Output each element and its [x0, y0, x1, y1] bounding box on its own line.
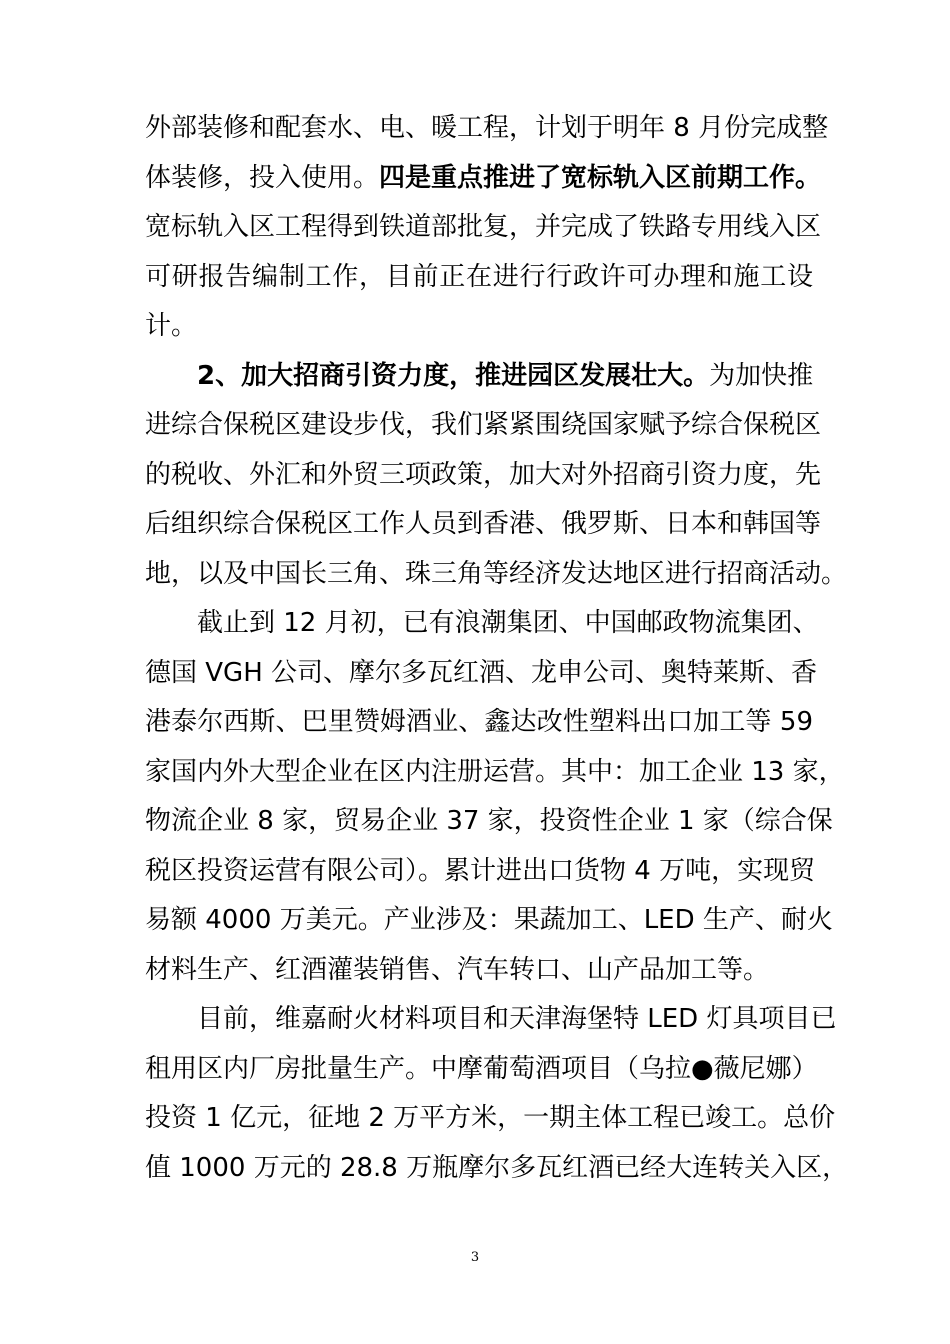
text-line: 进综合保税区建设步伐，我们紧紧围绕国家赋予综合保税区 — [145, 410, 822, 440]
bold-heading: 四是重点推进了宽标轨入区前期工作。 — [379, 162, 822, 193]
text-line: 值 1000 万元的 28.8 万瓶摩尔多瓦红酒已经大连转关入区， — [145, 1152, 849, 1183]
section-heading: 2、加大招商引资力度，推进园区发展壮大。 — [197, 360, 710, 391]
text-line: 易额 4000 万美元。产业涉及：果蔬加工、LED 生产、耐火 — [145, 905, 833, 935]
text-line: 后组织综合保税区工作人员到香港、俄罗斯、日本和韩国等 — [145, 509, 822, 539]
text-line: 投资 1 亿元，征地 2 万平方米，一期主体工程已竣工。总价 — [145, 1103, 836, 1133]
text-line: 计。 — [145, 311, 198, 341]
page-number: 3 — [470, 1250, 480, 1265]
text-line: 材料生产、红酒灌装销售、汽车转口、山产品加工等。 — [145, 954, 770, 985]
text-line: 2、加大招商引资力度，推进园区发展壮大。为加快推 — [197, 360, 814, 391]
text-line: 港泰尔西斯、巴里赞姆酒业、鑫达改性塑料出口加工等 59 — [145, 707, 813, 737]
text-line: 截止到 12 月初，已有浪潮集团、中国邮政物流集团、 — [197, 608, 819, 638]
text-line: 宽标轨入区工程得到铁道部批复，并完成了铁路专用线入区 — [145, 212, 822, 242]
text-line: 体装修，投入使用。四是重点推进了宽标轨入区前期工作。 — [145, 162, 822, 193]
text-line: 税区投资运营有限公司）。累计进出口货物 4 万吨，实现贸 — [145, 855, 816, 886]
text-line: 地，以及中国长三角、珠三角等经济发达地区进行招商活动。 — [145, 558, 848, 589]
text-line: 物流企业 8 家，贸易企业 37 家，投资性企业 1 家（综合保 — [145, 806, 833, 836]
text-line: 的税收、外汇和外贸三项政策，加大对外招商引资力度，先 — [145, 459, 822, 490]
text-line: 可研报告编制工作，目前正在进行行政许可办理和施工设 — [145, 261, 813, 292]
text-line: 德国 VGH 公司、摩尔多瓦红酒、龙申公司、奥特莱斯、香 — [145, 657, 818, 688]
text-line: 家国内外大型企业在区内注册运营。其中：加工企业 13 家， — [145, 756, 845, 787]
text-line: 租用区内厂房批量生产。中摩葡萄酒项目（乌拉●薇尼娜） — [145, 1053, 818, 1084]
text-line: 外部装修和配套水、电、暖工程，计划于明年 8 月份完成整 — [145, 113, 829, 143]
body-text — [145, 104, 849, 1193]
text-line: 目前，维嘉耐火材料项目和天津海堡特 LED 灯具项目已 — [197, 1004, 837, 1034]
